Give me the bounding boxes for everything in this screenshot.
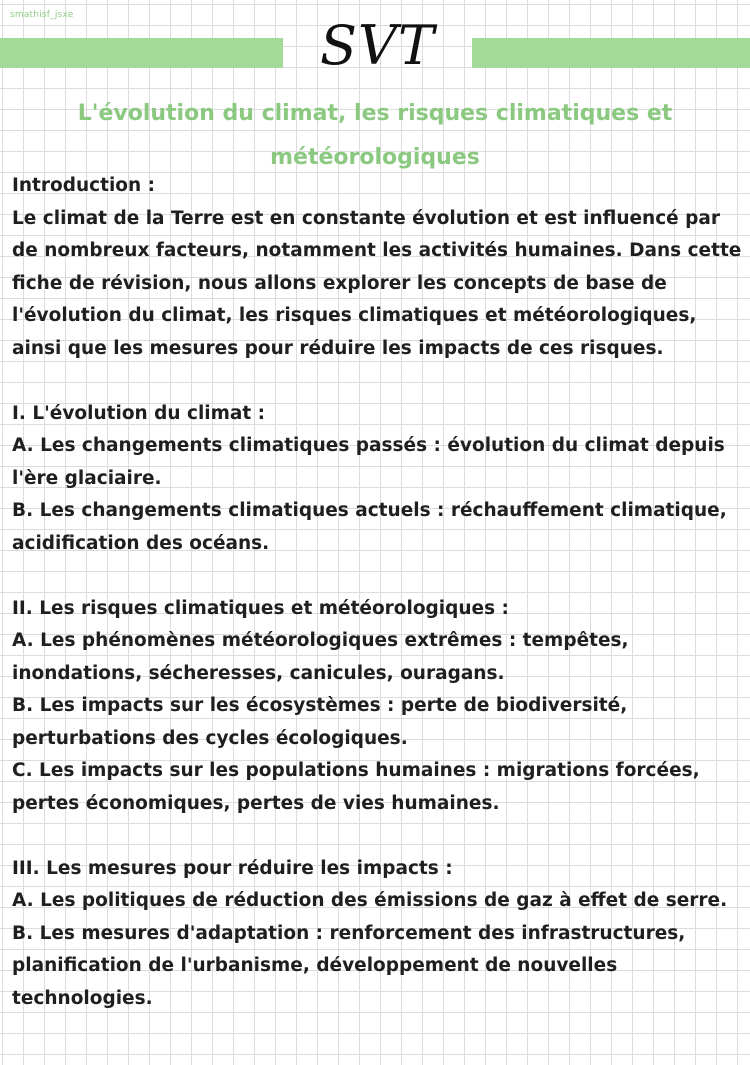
page-title (20, 92, 730, 180)
document-body (12, 170, 742, 1015)
section-3-line: technologies. (12, 987, 153, 1009)
section-3-line: B. Les mesures d'adaptation : renforcement des infrastructures, (12, 922, 686, 944)
intro-line: de nombreux facteurs, notamment les activités humaines. Dans cette (12, 240, 742, 261)
section-2-line: A. Les phénomènes météorologiques extrêmes : tempêtes, (12, 630, 629, 651)
header-band-right (472, 38, 750, 68)
author-watermark: smathisf_jsxe (10, 10, 74, 20)
spacer (12, 560, 742, 593)
page-title-line-1: L'évolution du climat, les risques climatiques et (77, 101, 673, 126)
section-2-line: inondations, sécheresses, canicules, ouragans. (12, 662, 505, 684)
section-2-line: pertes économiques, pertes de vies humaines. (12, 792, 500, 814)
section-2-line: C. Les impacts sur les populations humaines : migrations forcées, (12, 760, 700, 781)
section-2-heading: II. Les risques climatiques et météorologiques : (12, 597, 509, 619)
intro-line: l'évolution du climat, les risques climatiques et météorologiques, (12, 305, 697, 326)
section-1-line: l'ère glaciaire. (12, 467, 162, 489)
intro-heading: Introduction : (12, 175, 156, 196)
section-3-heading: III. Les mesures pour réduire les impacts : (12, 857, 453, 879)
intro-line: ainsi que les mesures pour réduire les impacts de ces risques. (12, 337, 664, 359)
page-title-line-2: météorologiques (270, 145, 480, 170)
section-2-line: B. Les impacts sur les écosystèmes : perte de biodiversité, (12, 695, 628, 716)
spacer (12, 365, 742, 398)
section-3-line: A. Les politiques de réduction des émissions de gaz à effet de serre. (12, 890, 728, 911)
section-1-heading: I. L'évolution du climat : (12, 402, 266, 424)
subject-title: SVT (319, 14, 435, 77)
intro-line: fiche de révision, nous allons explorer les concepts de base de (12, 272, 667, 294)
section-1-line: acidification des océans. (12, 532, 270, 554)
section-1-line: A. Les changements climatiques passés : évolution du climat depuis (12, 435, 725, 456)
spacer (12, 820, 742, 853)
intro-line: Le climat de la Terre est en constante évolution et est influencé par (12, 207, 721, 229)
header-band-left (0, 38, 283, 68)
section-2-line: perturbations des cycles écologiques. (12, 727, 408, 749)
section-1-line: B. Les changements climatiques actuels : réchauffement climatique, (12, 500, 727, 521)
section-3-line: planification de l'urbanisme, développement de nouvelles (12, 955, 618, 976)
